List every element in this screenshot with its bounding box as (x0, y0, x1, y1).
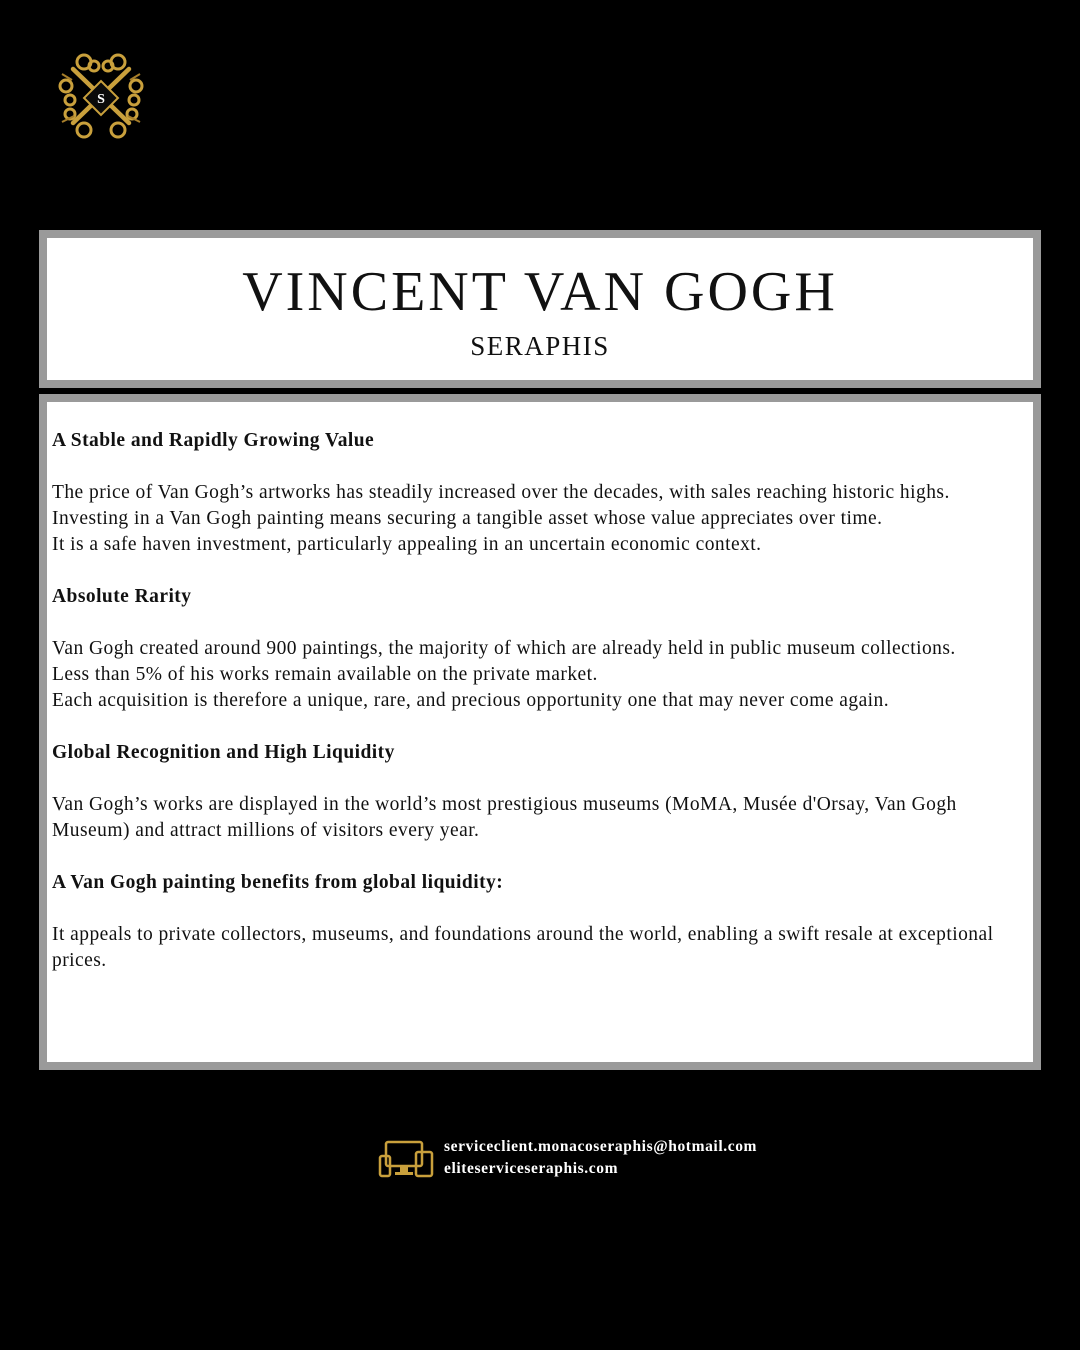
paragraph: Van Gogh’s works are displayed in the world’s most prestigious museums (MoMA, Musée d'Orsay, Van Gogh Museum) and attract millions of visitors every year. (52, 794, 957, 841)
paragraph: Van Gogh created around 900 paintings, the majority of which are already held in public museum collections. (52, 638, 956, 659)
paragraph: Less than 5% of his works remain available on the private market. (52, 664, 598, 685)
content-panel (39, 394, 1041, 1070)
section-heading: A Stable and Rapidly Growing Value (52, 430, 375, 451)
contact-email[interactable]: serviceclient.monacoseraphis@hotmail.com (444, 1138, 758, 1155)
section-heading: Global Recognition and High Liquidity (52, 742, 395, 763)
contact-block (378, 1136, 798, 1180)
page-title: VINCENT VAN GOGH (242, 261, 838, 323)
paragraph: Investing in a Van Gogh painting means securing a tangible asset whose value appreciates over time. (52, 508, 883, 529)
devices-icon (378, 1140, 436, 1178)
section-heading: Absolute Rarity (52, 586, 192, 607)
brand-logo (56, 52, 146, 140)
paragraph: It is a safe haven investment, particularly appealing in an uncertain economic context. (52, 534, 762, 555)
section-heading: A Van Gogh painting benefits from global liquidity: (52, 872, 504, 893)
page-subtitle: SERAPHIS (470, 331, 610, 361)
paragraph: The price of Van Gogh’s artworks has steadily increased over the decades, with sales reaching historic highs. (52, 482, 950, 503)
logo-monogram: S (97, 92, 105, 107)
title-panel (39, 230, 1041, 388)
paragraph: It appeals to private collectors, museums, and foundations around the world, enabling a swift resale at exceptional prices. (52, 924, 994, 971)
paragraph: Each acquisition is therefore a unique, rare, and precious opportunity one that may never come again. (52, 690, 890, 711)
contact-website[interactable]: eliteserviceseraphis.com (444, 1160, 619, 1177)
seraphis-keys-logo-icon (56, 52, 146, 140)
